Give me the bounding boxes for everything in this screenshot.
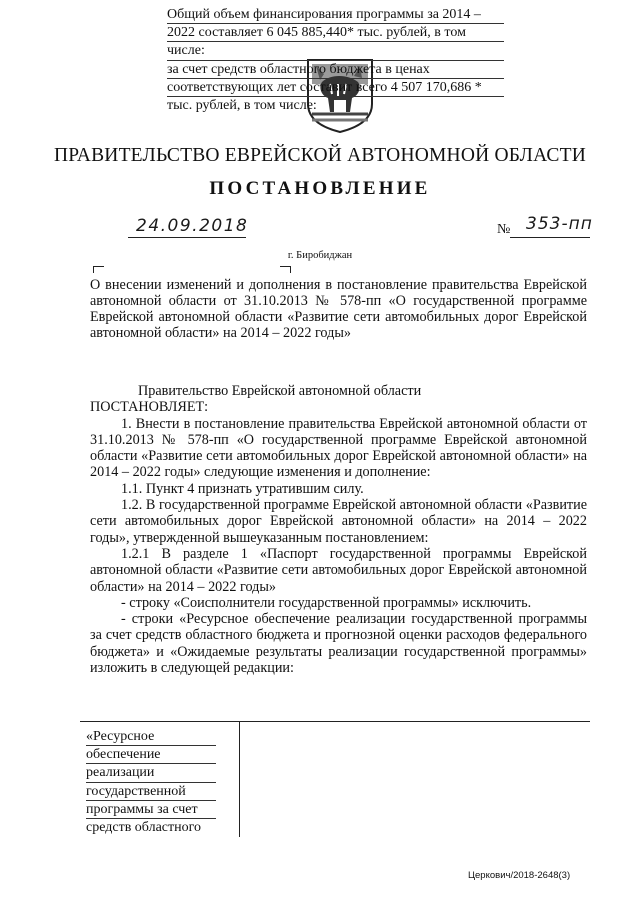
table-left-line: государственной xyxy=(86,783,216,801)
body-paragraph: 1. Внести в постановление правительства Еврейской автономной области от 31.10.2013 № 578-пп «О государственной программе Еврейской автономной области «Развитие сети автомобильных дорог Еврейской автономной области» на 2014 – 2022 годы» следующие изменения и дополнение: xyxy=(90,415,587,481)
table-right-line: тыс. рублей, в том числе: xyxy=(167,98,317,114)
table-left-line: программы за счет xyxy=(86,801,216,819)
city-name: г. Биробиджан xyxy=(287,250,353,261)
table-right-column xyxy=(167,6,504,114)
subject-text: О внесении изменений и дополнения в постановление правительства Еврейской автономной области от 31.10.2013 № 578-пп «О государственной программе Еврейской автономной области «Развитие сети автомобильных дорог Еврейской автономной области» на 2014 – 2022 годы» xyxy=(90,277,587,341)
table-left-line: обеспечение xyxy=(86,746,216,764)
resources-table xyxy=(80,721,590,836)
footer-reference: Церкович/2018-2648(3) xyxy=(468,870,571,881)
table-top-border xyxy=(239,721,590,722)
government-title: ПРАВИТЕЛЬСТВО ЕВРЕЙСКОЙ АВТОНОМНОЙ ОБЛАСТИ xyxy=(53,145,587,166)
document-number: 353-пп xyxy=(526,214,593,234)
table-right-line: 2022 составляет 6 045 885,440* тыс. рублей, в том xyxy=(167,24,504,42)
date-underline xyxy=(128,237,246,238)
body-paragraph: - строки «Ресурсное обеспечение реализации государственной программы за счет средств областного бюджета и прогнозной оценки расходов федерального бюджета» и «Ожидаемые результаты реализации государственной программы» изложить в следующей редакции: xyxy=(90,611,587,677)
subject-bracket-right xyxy=(280,266,291,273)
number-underline xyxy=(510,237,590,238)
number-label: № xyxy=(497,222,511,237)
subject-bracket-left xyxy=(93,266,104,273)
table-left-line: «Ресурсное xyxy=(86,728,216,746)
body-paragraph: Правительство Еврейской автономной области xyxy=(138,383,422,399)
body-paragraph: 1.2. В государственной программе Еврейской автономной области «Развитие сети автомобильных дорог Еврейской автономной области» на 2014 – 2022 годы», утвержденной вышеуказанным постановлением: xyxy=(90,497,587,546)
table-right-line: числе: xyxy=(167,42,504,60)
table-right-line: соответствующих лет составит всего 4 507 170,686 * xyxy=(167,79,504,97)
body-paragraph: 1.2.1 В разделе 1 «Паспорт государственной программы Еврейской автономной области «Развитие сети автомобильных дорог Еврейской автономной области» на 2014 – 2022 годы» xyxy=(90,545,587,595)
table-right-line: за счет средств областного бюджета в ценах xyxy=(167,61,504,79)
body-paragraph: - строку «Соисполнители государственной программы» исключить. xyxy=(121,594,532,611)
document-type: ПОСТАНОВЛЕНИЕ xyxy=(209,178,431,199)
body-paragraph: ПОСТАНОВЛЯЕТ: xyxy=(90,399,209,416)
body-text xyxy=(90,383,587,676)
table-right-line: Общий объем финансирования программы за 2014 – xyxy=(167,6,504,24)
table-left-line: средств областного xyxy=(86,820,202,836)
body-paragraph: 1.1. Пункт 4 признать утратившим силу. xyxy=(121,480,364,497)
document-date: 24.09.2018 xyxy=(136,216,249,236)
table-left-column xyxy=(80,721,240,837)
table-left-line: реализации xyxy=(86,764,216,782)
